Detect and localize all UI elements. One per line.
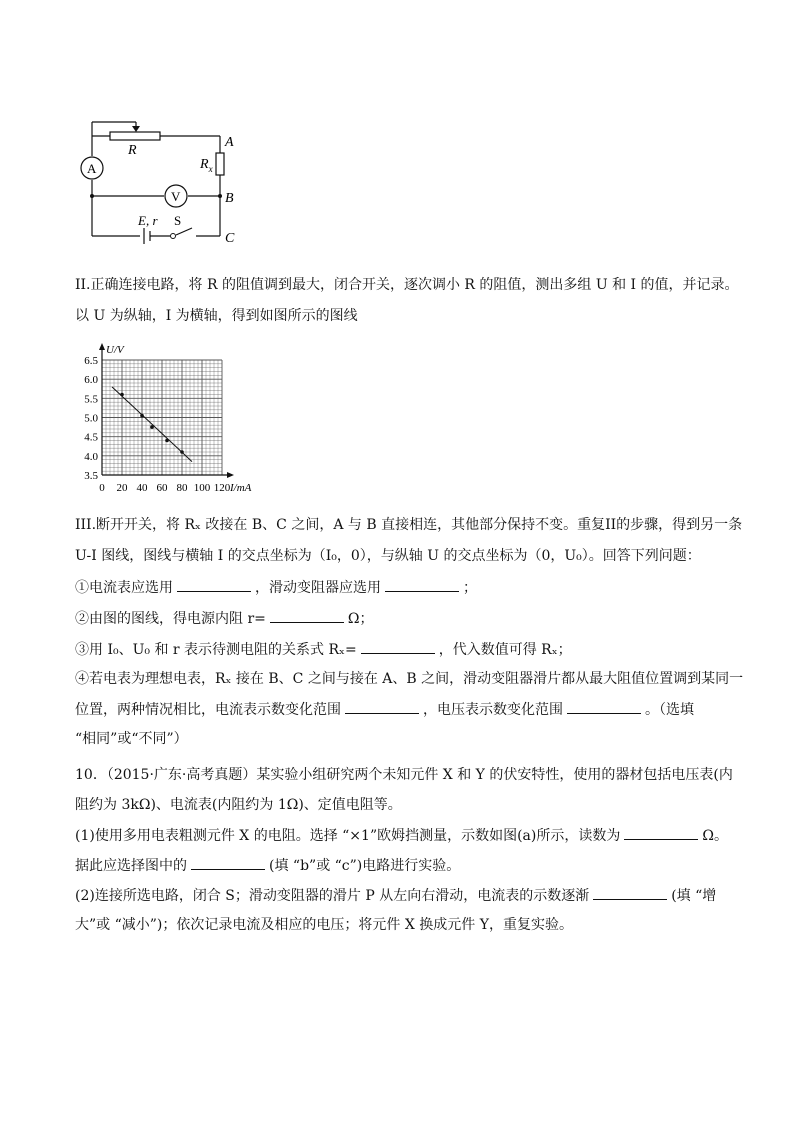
question-1: ①电流表应选用 ，滑动变阻器应选用 ； <box>75 580 477 596</box>
answer-blank[interactable] <box>270 609 344 623</box>
y-tick-label: 5.0 <box>84 412 98 425</box>
answer-blank[interactable] <box>361 640 435 654</box>
y-tick-label: 5.5 <box>84 393 98 406</box>
data-point <box>140 414 144 418</box>
x-tick-label: 100 <box>193 482 211 494</box>
step3-line1: III.断开开关，将 Rₓ 改接在 B、C 之间，A 与 B 直接相连，其他部分保持不变。重复II的步骤，得到另一条 <box>75 517 743 533</box>
problem10-part2: (2)连接所选电路，闭合 S；滑动变阻器的滑片 P 从左向右滑动，电流表的示数逐渐 (填 “增 <box>75 888 717 904</box>
node-a-label: A <box>225 135 234 150</box>
question-3: ③用 I₀、U₀ 和 r 表示待测电阻的关系式 Rₓ= ，代入数值可得 Rₓ； <box>75 642 572 658</box>
answer-blank[interactable] <box>177 578 251 592</box>
voltmeter-label: V <box>171 189 181 204</box>
x-axis-arrow <box>227 472 234 478</box>
problem10-line1: 10．（2015·广东·高考真题）某实验小组研究两个未知元件 X 和 Y 的伏安特性，使用的器材包括电压表(内 <box>75 767 733 783</box>
data-point <box>120 393 124 397</box>
y-tick-label: 3.5 <box>84 470 98 482</box>
data-point <box>165 439 169 443</box>
question-2: ②由图的图线，得电源内阻 r= Ω； <box>75 611 374 627</box>
x-tick-label: 80 <box>176 482 188 494</box>
answer-blank[interactable] <box>191 856 265 870</box>
x-tick-label: 0 <box>99 482 105 494</box>
problem10-part1: (1)使用多用电表粗测元件 X 的电阻。选择 “×1”欧姆挡测量，示数如图(a)所示，读数为 Ω。 <box>75 828 728 844</box>
circuit-diagram <box>70 108 250 248</box>
answer-blank[interactable] <box>385 578 459 592</box>
question-4-line3: “相同”或“不同”） <box>75 731 188 747</box>
question-4-line2: 位置，两种情况相比，电流表示数变化范围 ，电压表示数变化范围 。（选填 <box>75 702 694 718</box>
x-tick-label: 40 <box>136 482 148 494</box>
y-axis-label: U/V <box>106 344 124 356</box>
node-c-label: C <box>225 231 235 246</box>
x-axis-label: I/mA <box>230 482 252 494</box>
x-tick-label: 20 <box>116 482 128 494</box>
x-tick-label: 120 <box>213 482 231 494</box>
answer-blank[interactable] <box>624 826 698 840</box>
y-axis-arrow <box>99 343 105 350</box>
y-tick-label: 6.0 <box>84 374 98 387</box>
question-4-line1: ④若电表为理想电表，Rₓ 接在 B、C 之间与接在 A、B 之间，滑动变阻器滑片都从最大阻值位置调到某同一 <box>75 671 744 687</box>
x-tick-label: 60 <box>156 482 168 494</box>
y-tick-label: 4.5 <box>84 431 98 444</box>
data-point <box>180 450 184 454</box>
step2-line1: II.正确连接电路，将 R 的阻值调到最大，闭合开关，逐次调小 R 的阻值，测出多组 U 和 I 的值，并记录。 <box>75 277 739 293</box>
answer-blank[interactable] <box>593 886 667 900</box>
y-tick-label: 6.5 <box>84 355 98 367</box>
ui-chart <box>70 340 270 500</box>
source-label: E, r <box>138 213 158 228</box>
step3-line2: U-I 图线，图线与横轴 I 的交点坐标为（I₀，0），与纵轴 U 的交点坐标为（0，U₀）。回答下列问题： <box>75 548 701 564</box>
problem10-part1-line2: 据此应选择图中的 (填 “b”或 “c”)电路进行实验。 <box>75 858 461 874</box>
rheostat-label: R <box>128 143 137 158</box>
problem10-part2-line2: 大”或 “减小”)；依次记录电流及相应的电压；将元件 X 换成元件 Y，重复实验。 <box>75 917 573 933</box>
data-point <box>150 425 154 429</box>
ammeter-label: A <box>87 161 97 176</box>
switch-label: S <box>174 213 182 228</box>
y-tick-label: 4.0 <box>84 450 98 463</box>
node-b-label: B <box>225 191 234 206</box>
answer-blank[interactable] <box>567 700 641 714</box>
step2-line2: 以 U 为纵轴，I 为横轴，得到如图所示的图线 <box>75 308 358 324</box>
rx-label: $R_x$ <box>200 157 213 174</box>
problem10-line2: 阻约为 3kΩ)、电流表(内阻约为 1Ω)、定值电阻等。 <box>75 797 402 813</box>
answer-blank[interactable] <box>345 700 419 714</box>
